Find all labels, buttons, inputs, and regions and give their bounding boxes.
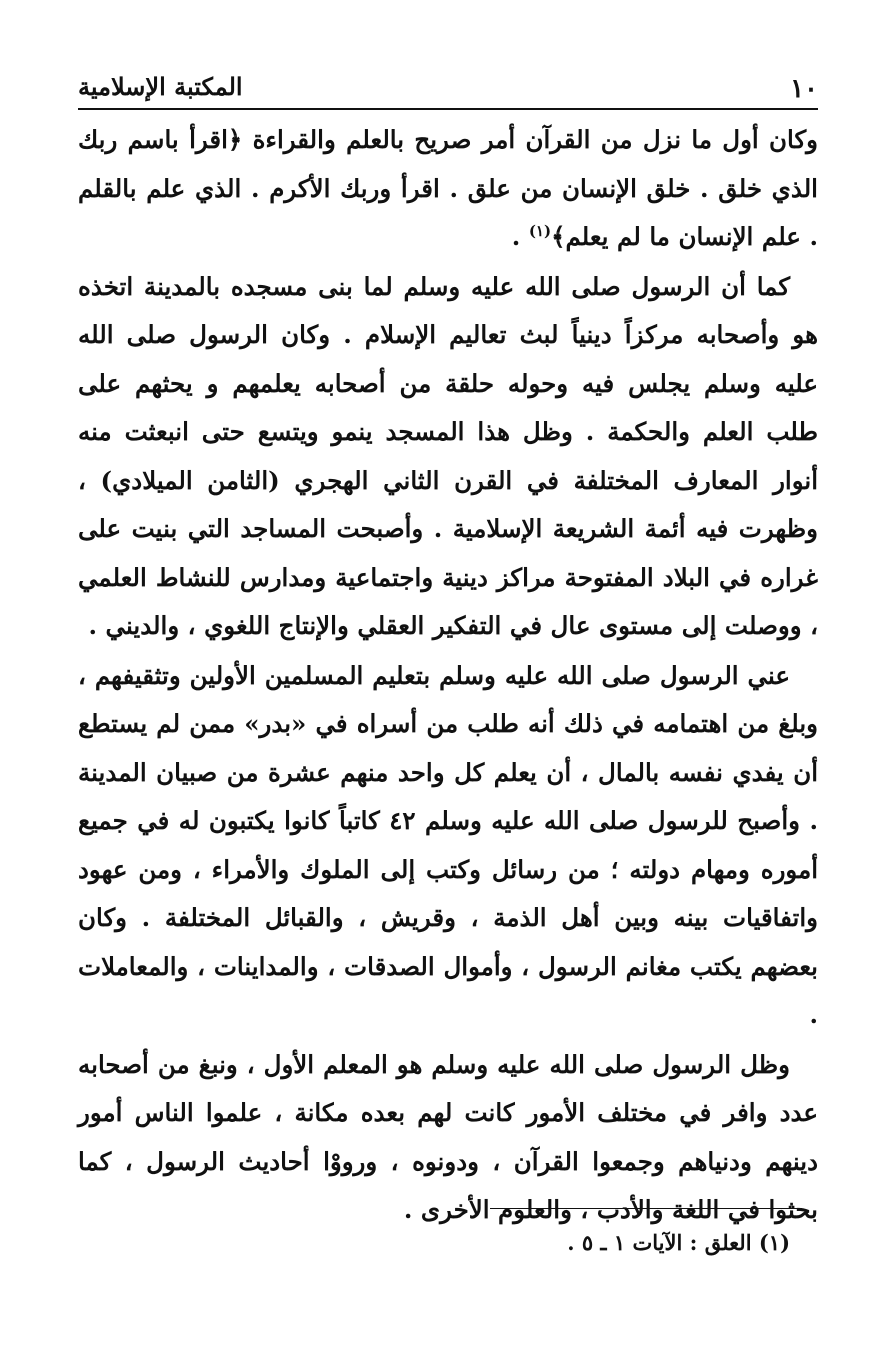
paragraph-text: وكان أول ما نزل من القرآن أمر صريح بالعلم والقراءة ﴿اقرأ باسم ربك الذي خلق . خلق الإنسان من علق . اقرأ وربك الأكرم . الذي علم بالقلم . علم الإنسان ما لم يعلم﴾ xyxy=(78,125,818,251)
page-number: ١٠ xyxy=(790,74,818,104)
header-rule xyxy=(78,108,818,110)
paragraph-tail: . xyxy=(511,222,529,251)
paragraph-companions: وظل الرسول صلى الله عليه وسلم هو المعلم الأول ، ونبغ من أصحابه عدد وافر في مختلف الأمور كانت لهم بعده مكانة ، علموا الناس أمور دينهم ودنياهم وجمعوا القرآن ، ودونوه ، ورووْا أحاديث الرسول ، كما بحثوا في اللغة والأدب ، والعلوم الأخرى . xyxy=(78,1049,818,1224)
running-title: المكتبة الإسلامية xyxy=(78,72,243,101)
page-header xyxy=(78,70,818,106)
paragraph-quran-verse xyxy=(78,116,818,262)
body-text xyxy=(78,116,818,1235)
paragraph-mosque: كما أن الرسول صلى الله عليه وسلم لما بنى مسجده بالمدينة اتخذه هو وأصحابه مركزاً دينياً لبث تعاليم الإسلام . وكان الرسول صلى الله عليه وسلم يجلس فيه وحوله حلقة من أصحابه يعلمهم و يحثهم على طلب العلم والحكمة . وظل هذا المسجد ينمو ويتسع حتى انبعثت منه أنوار المعارف المختلفة في القرن الثاني الهجري (الثامن الميلادي) ، وظهرت فيه أئمة الشريعة الإسلامية . وأصبحت المساجد التي بنيت على غراره في البلاد المفتوحة مراكز دينية واجتماعية ومدارس للنشاط العلمي ، ووصلت إلى مستوى عال في التفكير العقلي والإنتاج اللغوي ، والديني . xyxy=(78,271,818,640)
footnote-rule xyxy=(490,1208,802,1209)
footnote-reference: (١) xyxy=(528,221,552,240)
paragraph-education: عني الرسول صلى الله عليه وسلم بتعليم المسلمين الأولين وتثقيفهم ، وبلغ من اهتمامه في ذلك أنه طلب من أسراه في «بدر» ممن لم يستطع أن يفدي نفسه بالمال ، أن يعلم كل واحد منهم عشرة من صبيان المدينة . وأصبح للرسول صلى الله عليه وسلم ٤٢ كاتباً كانوا يكتبون له في جميع أموره ومهام دولته ؛ من رسائل وكتب إلى الملوك والأمراء ، ومن عهود واتفاقيات بينه وبين أهل الذمة ، وقريش ، والقبائل المختلفة . وكان بعضهم يكتب مغانم الرسول ، وأموال الصدقات ، والمداينات ، والمعاملات . xyxy=(78,660,819,1029)
footnote: (١) العلق : الآيات ١ ـ ٥ . xyxy=(567,1230,790,1255)
